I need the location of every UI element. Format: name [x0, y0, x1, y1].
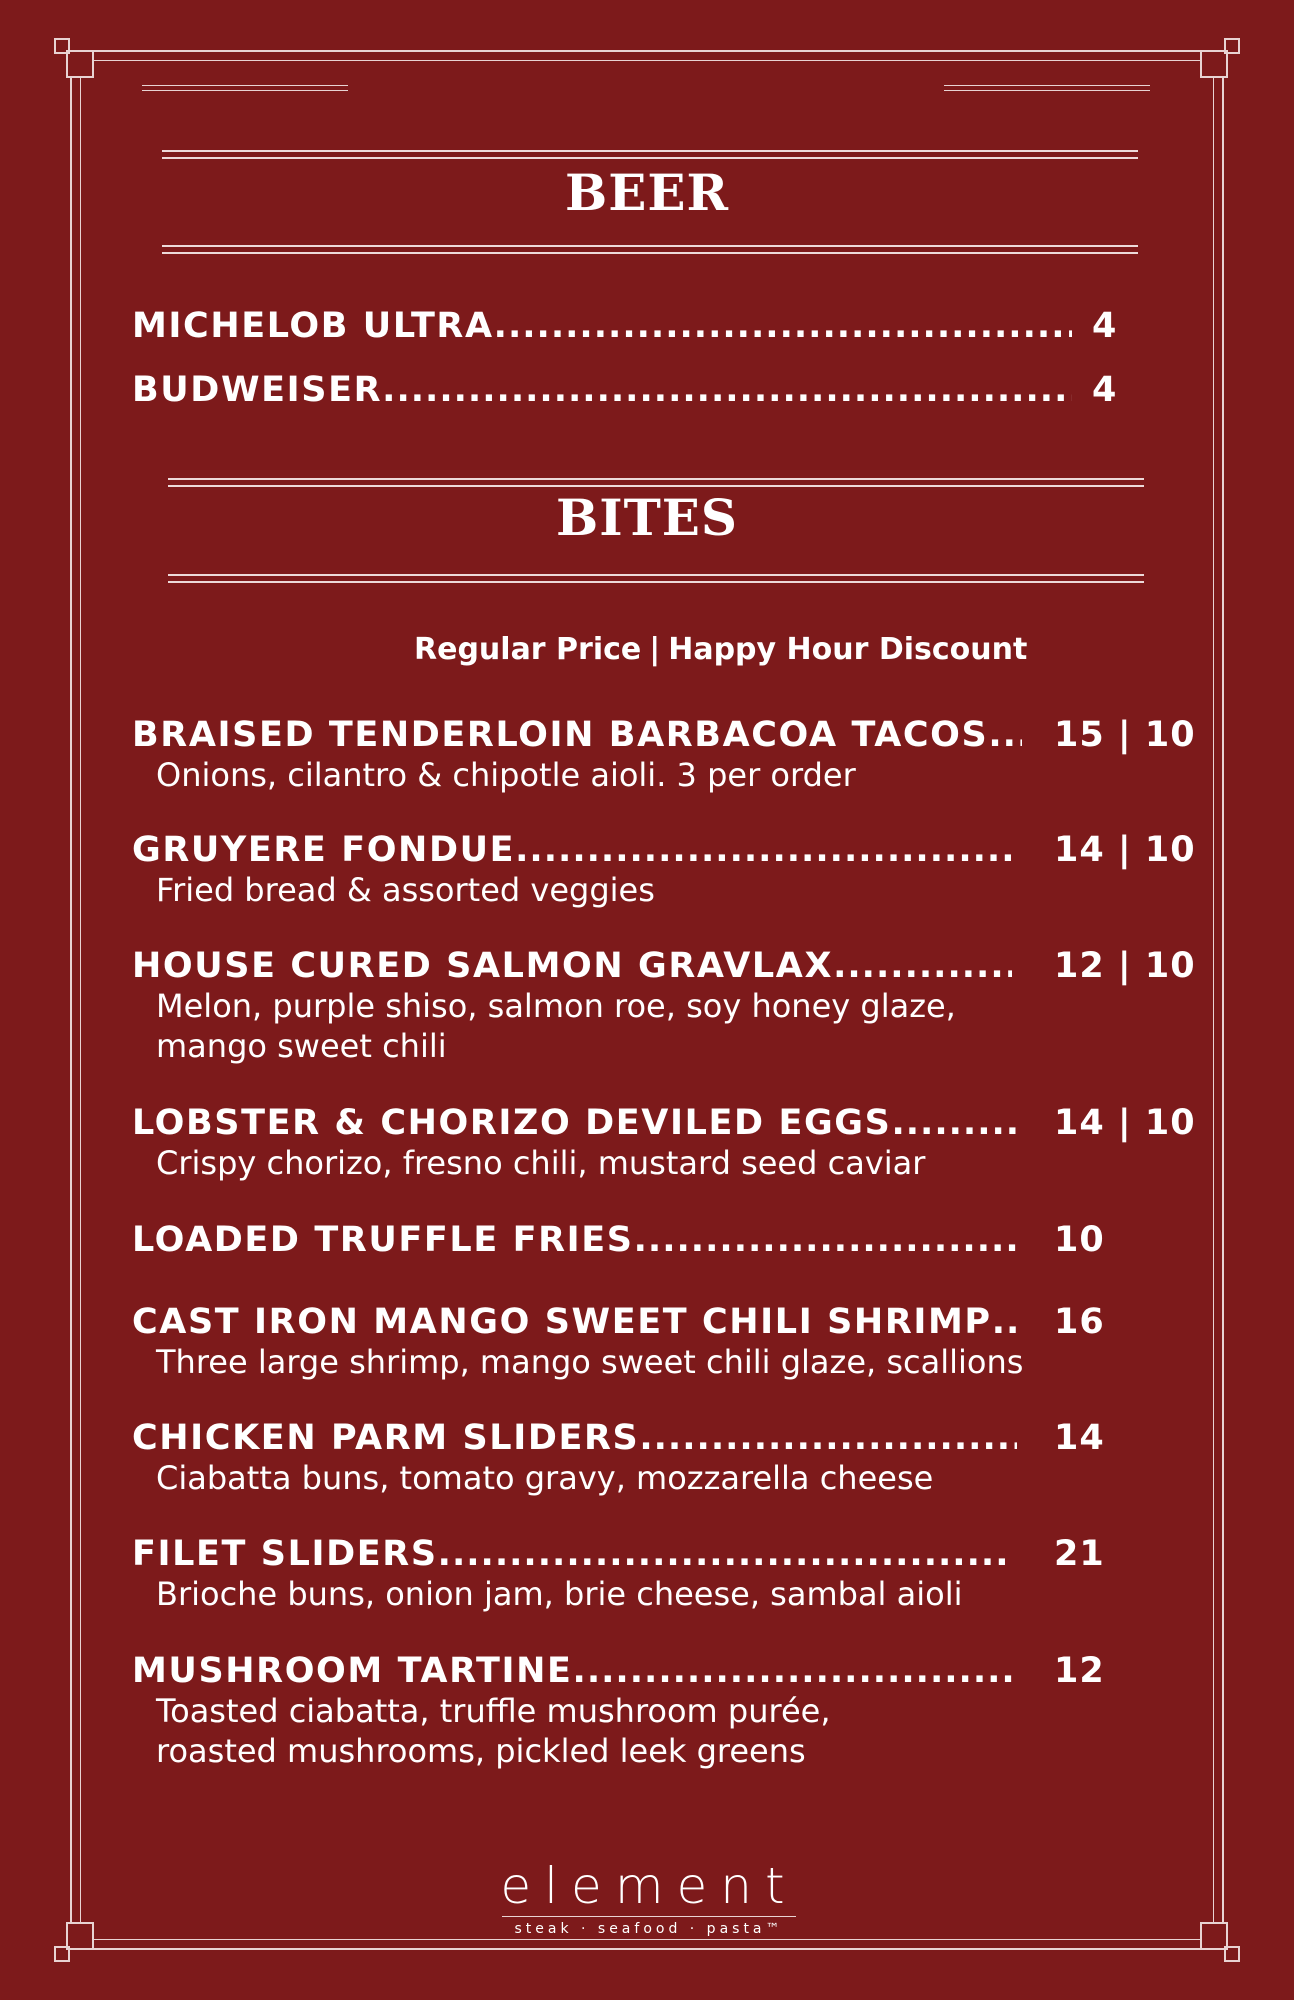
dot-leader	[833, 946, 1012, 986]
item-name: CAST IRON MANGO SWEET CHILI SHRIMP	[132, 1302, 992, 1342]
item-name: HOUSE CURED SALMON GRAVLAX	[132, 946, 834, 986]
bites-rule-bottom	[168, 574, 1144, 583]
logo-tagline: steak · seafood · pasta™	[514, 1921, 784, 1937]
dot-leader	[891, 1103, 1017, 1143]
item-price: 4	[1092, 306, 1118, 346]
item-price: 16	[1054, 1302, 1105, 1342]
bites-section-title: BITES	[555, 488, 739, 547]
item-description-line: Toasted ciabatta, truffle mushroom purée,	[156, 1692, 831, 1730]
beer-item	[132, 306, 1118, 346]
dot-leader	[639, 1418, 1017, 1458]
item-price: 4	[1092, 370, 1118, 410]
logo-underline	[502, 1916, 796, 1917]
item-name: LOBSTER & CHORIZO DEVILED EGGS	[132, 1103, 892, 1143]
item-price: 14	[1054, 1418, 1105, 1458]
item-name: LOADED TRUFFLE FRIES	[132, 1220, 634, 1260]
item-price: 12 | 10	[1054, 946, 1196, 986]
corner-ornament-top-right	[1200, 50, 1228, 78]
beer-item	[132, 370, 1118, 410]
item-price: 21	[1054, 1534, 1105, 1574]
bites-rule-top	[168, 478, 1144, 487]
item-name: CHICKEN PARM SLIDERS	[132, 1418, 640, 1458]
bites-item	[132, 946, 1196, 1066]
bites-item	[132, 1651, 1105, 1771]
item-description-line: Melon, purple shiso, salmon roe, soy honey glaze,	[156, 987, 956, 1025]
item-name: FILET SLIDERS	[132, 1534, 438, 1574]
top-accent-line-right	[944, 85, 1150, 91]
dot-leader	[515, 830, 1012, 870]
restaurant-logo	[494, 1858, 804, 1937]
item-name: GRUYERE FONDUE	[132, 830, 516, 870]
dot-leader	[992, 1302, 1017, 1342]
dot-leader	[382, 370, 1072, 410]
bites-item	[132, 715, 1196, 795]
beer-rule-bottom	[162, 245, 1138, 254]
item-price: 14 | 10	[1054, 1103, 1196, 1143]
item-price: 15 | 10	[1054, 715, 1196, 755]
corner-ornament-bottom-left	[66, 1922, 94, 1950]
item-description-line: Ciabatta buns, tomato gravy, mozzarella cheese	[156, 1459, 934, 1497]
item-description-line: Fried bread & assorted veggies	[156, 871, 655, 909]
item-name: MICHELOB ULTRA	[132, 306, 494, 346]
item-name: BRAISED TENDERLOIN BARBACOA TACOS	[132, 715, 989, 755]
item-description-line: Crispy chorizo, fresno chili, mustard seed caviar	[156, 1144, 926, 1182]
top-accent-line-left	[142, 85, 348, 91]
price-column-header	[414, 632, 1027, 667]
regular-price-label: Regular Price	[414, 632, 642, 667]
item-name: MUSHROOM TARTINE	[132, 1651, 573, 1691]
beer-rule-top	[162, 150, 1138, 159]
item-price: 12	[1054, 1651, 1105, 1691]
dot-leader	[438, 1534, 1012, 1574]
dot-leader	[634, 1220, 1022, 1260]
item-description-line: Three large shrimp, mango sweet chili glaze, scallions	[156, 1343, 1024, 1381]
bites-item	[132, 1534, 1105, 1614]
bites-item	[132, 1418, 1105, 1498]
item-description-line: roasted mushrooms, pickled leek greens	[156, 1732, 806, 1770]
corner-ornament-top-left	[66, 50, 94, 78]
dot-leader	[573, 1651, 1017, 1691]
item-price: 14 | 10	[1054, 830, 1196, 870]
happy-hour-discount-label: Happy Hour Discount	[668, 632, 1028, 667]
item-description-line: Onions, cilantro & chipotle aioli. 3 per order	[156, 756, 856, 794]
bites-item	[132, 1103, 1196, 1183]
bites-item	[132, 1220, 1105, 1260]
item-description-line: mango sweet chili	[156, 1027, 447, 1065]
corner-ornament-bottom-right	[1200, 1922, 1228, 1950]
bites-item	[132, 830, 1196, 910]
bites-item	[132, 1302, 1105, 1382]
beer-section-title: BEER	[564, 163, 730, 222]
price-header-separator: |	[649, 632, 661, 667]
dot-leader	[988, 715, 1022, 755]
dot-leader	[494, 306, 1072, 346]
logo-wordmark: element	[500, 1857, 798, 1915]
item-name: BUDWEISER	[132, 370, 383, 410]
item-description-line: Brioche buns, onion jam, brie cheese, sambal aioli	[156, 1575, 963, 1613]
item-price: 10	[1054, 1220, 1105, 1260]
